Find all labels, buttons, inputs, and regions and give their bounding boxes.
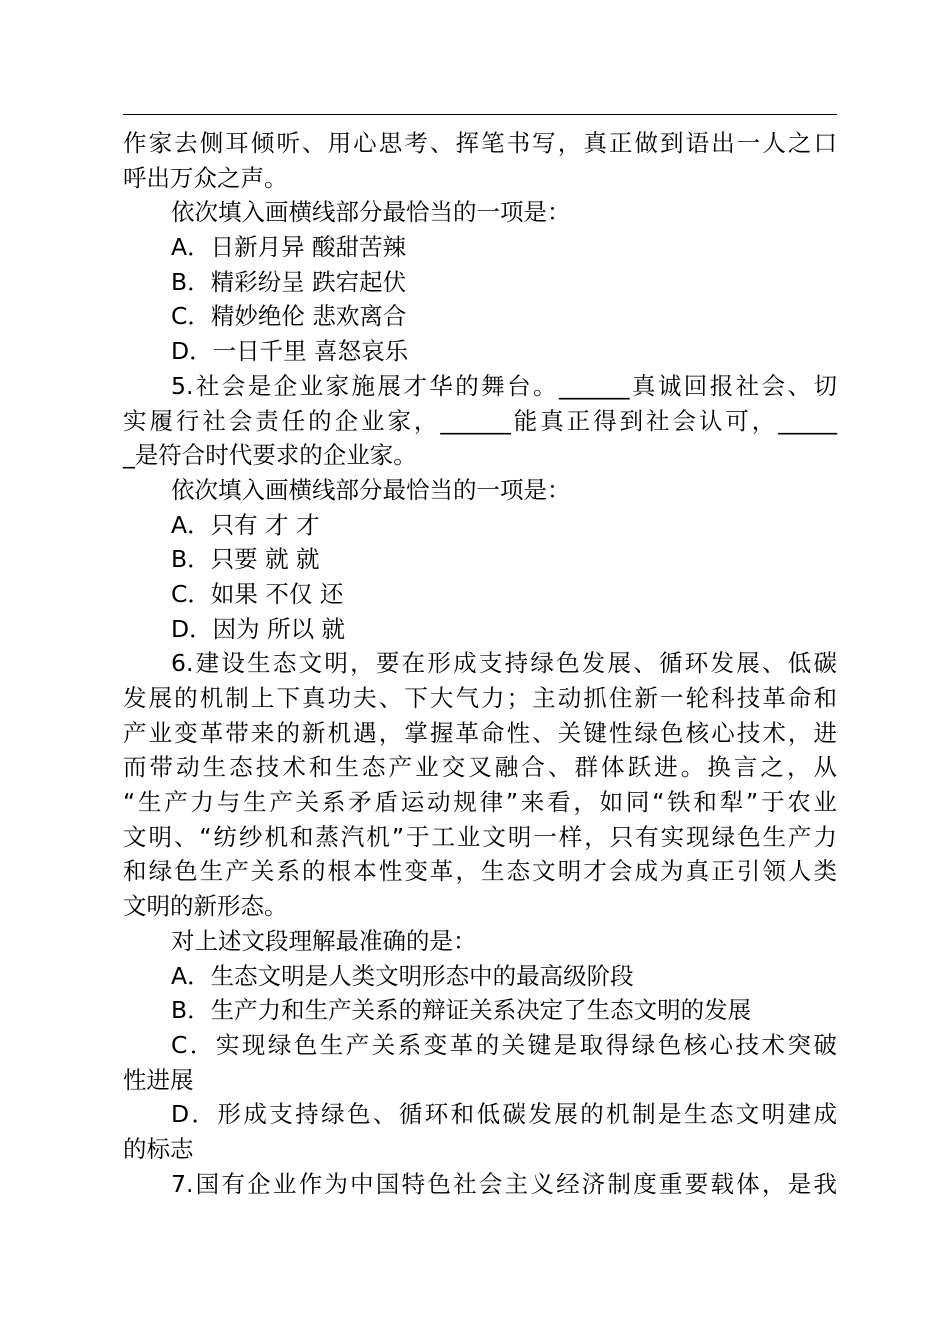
question-6-stem: 6.建设生态文明，要在形成支持绿色发展、循环发展、低碳 (171, 649, 837, 678)
option-d: D．形成支持绿色、循环和低碳发展的机制是生态文明建成 (171, 1100, 837, 1129)
option-b: B．精彩纷呈 跌宕起伏 (171, 267, 407, 296)
option-c: C．如果 不仅 还 (171, 579, 344, 608)
option-a: A．生态文明是人类文明形态中的最高级阶段 (171, 961, 634, 990)
text-line: 和绿色生产关系的根本性变革，生态文明才会成为真正引领人类 (123, 857, 837, 886)
text-line: 而带动生态技术和生态产业交叉融合、群体跃进。换言之，从 (123, 753, 837, 782)
text-line: _是符合时代要求的企业家。 (123, 441, 417, 470)
option-d: D．一日千里 喜怒哀乐 (171, 337, 409, 366)
text-line: 作家去侧耳倾听、用心思考、挥笔书写，真正做到语出一人之口 (123, 129, 837, 157)
text-line: 发展的机制上下真功夫、下大气力；主动抓住新一轮科技革命和 (123, 684, 837, 712)
text-line: 呼出万众之声。 (123, 163, 288, 192)
text-line: 性进展 (123, 1065, 194, 1094)
option-c: C．实现绿色生产关系变革的关键是取得绿色核心技术突破 (171, 1030, 837, 1059)
text-line: 文明的新形态。 (123, 892, 288, 921)
document-body (123, 126, 837, 1201)
text-line: 实履行社会责任的企业家，______能真正得到社会认可，_____ (123, 406, 837, 435)
header-rule (123, 114, 837, 115)
option-c: C．精妙绝伦 悲欢离合 (171, 302, 407, 331)
question-5-stem: 5.社会是企业家施展才华的舞台。______真诚回报社会、切 (171, 371, 837, 400)
text-line: 文明、“纺纱机和蒸汽机”于工业文明一样，只有实现绿色生产力 (123, 822, 837, 851)
text-line: 产业变革带来的新机遇，掌握革命性、关键性绿色核心技术，进 (123, 718, 837, 747)
option-b: B．生产力和生产关系的辩证关系决定了生态文明的发展 (171, 996, 752, 1025)
option-d: D．因为 所以 就 (171, 614, 346, 643)
question-prompt: 依次填入画横线部分最恰当的一项是： (171, 198, 571, 227)
question-7-stem: 7.国有企业作为中国特色社会主义经济制度重要载体，是我 (171, 1169, 837, 1198)
option-b: B．只要 就 就 (171, 545, 320, 574)
question-prompt: 依次填入画横线部分最恰当的一项是： (171, 475, 571, 504)
text-line: “生产力与生产关系矛盾运动规律”来看，如同“铁和犁”于农业 (123, 788, 837, 817)
text-line: 的标志 (123, 1134, 194, 1163)
option-a: A．日新月异 酸甜苦辣 (171, 233, 407, 262)
option-a: A．只有 才 才 (171, 510, 320, 539)
question-prompt: 对上述文段理解最准确的是： (171, 926, 477, 955)
